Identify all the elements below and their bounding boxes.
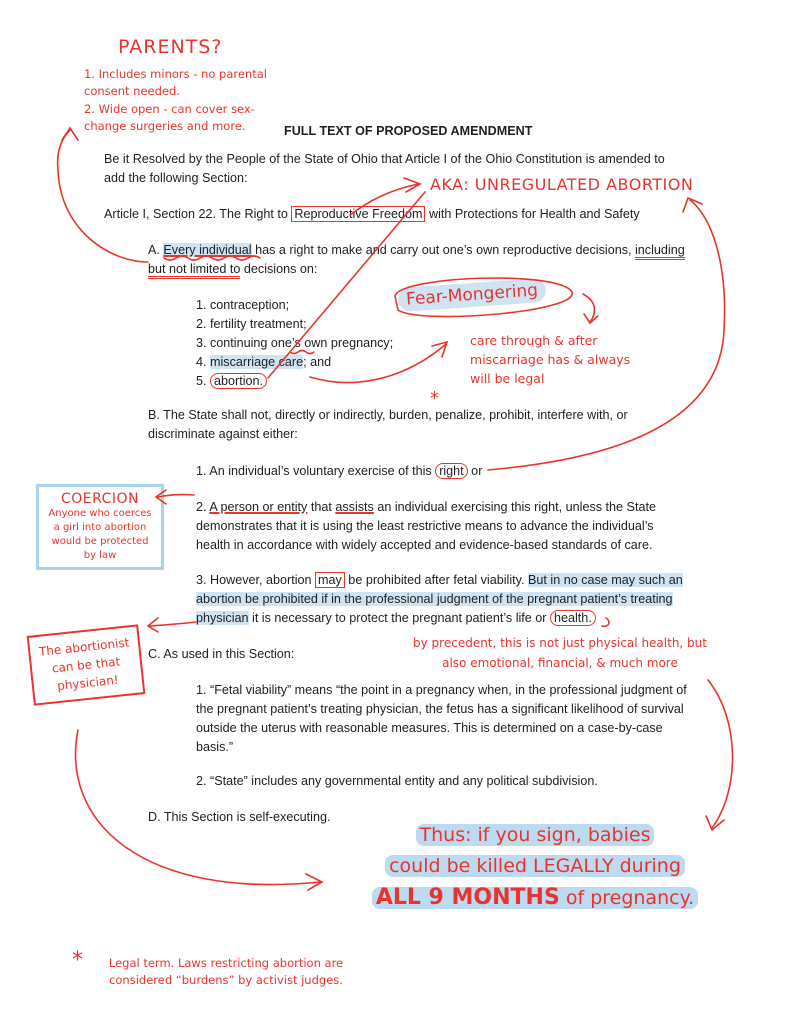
- footnote-text: Legal term. Laws restricting abortion are considered “burdens” by activist judges.: [108, 956, 344, 987]
- abortionist-to-conclusion-head: [306, 874, 322, 890]
- coercion-title: COERCION: [60, 491, 140, 507]
- reproductive-freedom-box: Reproductive Freedom: [291, 206, 425, 222]
- fear-down-head: [584, 314, 598, 323]
- including-underline: including: [635, 243, 685, 260]
- footnote-star: *: [72, 948, 83, 973]
- assists-underline: assists: [335, 500, 374, 514]
- section-a: [148, 241, 698, 279]
- coercion-body: Anyone who coerces a girl into abortion would be protected by law: [48, 508, 152, 561]
- conclusion-line-3: ALL 9 MONTHS of pregnancy.: [372, 887, 698, 909]
- abortionist-note: The abortionist can be that physician!: [27, 624, 146, 705]
- parents-note-1: 1. Includes minors - no parental consent needed.: [84, 67, 267, 98]
- article-title: [104, 205, 704, 224]
- section-a-text: has a right to make and carry out one’s own reproductive decisions,: [251, 243, 635, 257]
- miscarriage-note: care through & after miscarriage has & always will be legal: [470, 333, 631, 386]
- list-item-miscarriage: 4. miscarriage care; and: [196, 355, 332, 369]
- precedent-to-conclusion-head: [706, 816, 724, 830]
- parents-arrow-head: [62, 128, 78, 140]
- section-b: B. The State shall not, directly or indirectly, burden, penalize, prohibit, interfere with, or discriminate against either:: [148, 408, 628, 441]
- precedent-note: by precedent, this is not just physical health, but also emotional, financial, & much more: [413, 636, 707, 670]
- list-a: [196, 296, 436, 391]
- miscarriage-highlight: miscarriage care: [210, 355, 304, 369]
- document-heading: FULL TEXT OF PROPOSED AMENDMENT: [284, 124, 533, 138]
- intro-paragraph: Be it Resolved by the People of the State of Ohio that Article I of the Ohio Constitution is amended to add the following Section:: [104, 152, 665, 185]
- physician-arrow-head: [148, 618, 158, 632]
- parents-title: PARENTS?: [118, 36, 223, 58]
- may-boxed: may: [315, 572, 345, 588]
- list-item-continuing: 3. continuing one’s own pregnancy;: [196, 336, 394, 350]
- list-item-contraception: 1. contraception;: [196, 298, 290, 312]
- conclusion-note: [365, 820, 705, 914]
- conclusion-line-1: Thus: if you sign, babies: [416, 824, 655, 846]
- person-entity-underline: A person or entity: [209, 500, 308, 514]
- fear-mongering-note: Fear-Mongering: [397, 278, 546, 312]
- physician-highlight: But in no case may such an abortion be prohibited if in the professional judgment of the pregnant patient’s treating physician: [196, 573, 683, 625]
- section-b2: 2. A person or entity that assists an individual exercising this right, unless the State demonstrates that it is using the least restrictive means to advance the individual’s health in accordance with widely accepted and evidence-based standards of care.: [196, 500, 656, 552]
- article-prefix: Article I, Section 22. The Right to: [104, 207, 292, 221]
- right-circled: right: [435, 463, 468, 479]
- parents-note-2: 2. Wide open - can cover sex-change surgeries and more.: [84, 102, 255, 133]
- list-item-abortion: 5. abortion.: [196, 372, 436, 391]
- article-suffix: with Protections for Health and Safety: [425, 207, 640, 221]
- section-b1: 1. An individual’s voluntary exercise of this right or: [196, 464, 483, 478]
- aka-note: AKA: UNREGULATED ABORTION: [430, 175, 694, 194]
- not-limited-underline: but not limited to: [148, 262, 240, 279]
- physician-arrow: [150, 622, 196, 626]
- conclusion-line-2: could be killed LEGALLY during: [385, 855, 685, 877]
- asterisk-mark: *: [430, 388, 439, 409]
- section-b3: 3. However, abortion may be prohibited after fetal viability. But in no case may such an abortion be prohibited if in the professional judgment of the pregnant patient’s treating physician it is necessary to protect the pregnant patient’s life or health.: [196, 573, 683, 625]
- section-a-end: decisions on:: [240, 262, 318, 276]
- health-circled: health.: [550, 610, 596, 626]
- coercion-note: [36, 484, 164, 570]
- list-item-fertility: 2. fertility treatment;: [196, 317, 307, 331]
- section-c1: 1. “Fetal viability” means “the point in a pregnancy when, in the professional judgment of the pregnant patient’s treating physician, the fetus has a significant likelihood of survival outside the uterus with reasonable measures. This is determined on a case-by-case basis.”: [196, 683, 687, 754]
- section-c: C. As used in this Section:: [148, 647, 295, 661]
- section-a-label: A.: [148, 243, 164, 257]
- abortion-circled: abortion.: [210, 373, 267, 389]
- precedent-to-conclusion: [708, 680, 733, 828]
- section-d: D. This Section is self-executing.: [148, 810, 331, 824]
- every-individual-highlight: Every individual: [163, 243, 252, 257]
- section-c2: 2. “State” includes any governmental entity and any political subdivision.: [196, 774, 598, 788]
- fear-down-arrow: [583, 294, 594, 322]
